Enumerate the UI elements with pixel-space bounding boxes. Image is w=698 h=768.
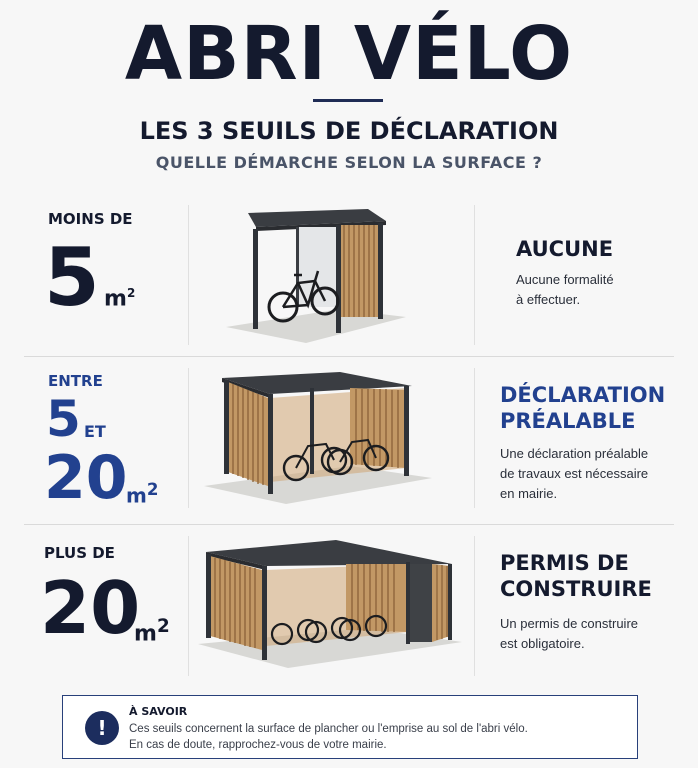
page-tagline: QUELLE DÉMARCHE SELON LA SURFACE ?	[155, 153, 543, 172]
large-bike-shelter-illustration	[196, 536, 468, 676]
result-title: DÉCLARATION PRÉALABLE	[500, 383, 666, 433]
note-title: À SAVOIR	[129, 705, 188, 718]
size-label	[44, 210, 136, 324]
size-number: 5	[44, 231, 100, 324]
result-description: Une déclaration préalable de travaux est nécessaire en mairie.	[500, 446, 649, 501]
medium-bike-shelter-illustration	[200, 368, 460, 508]
size-prefix: ENTRE	[48, 372, 103, 390]
size-prefix: MOINS DE	[48, 210, 133, 228]
size-connector: ET	[84, 422, 106, 441]
size-label	[40, 544, 170, 652]
size-number: 5	[46, 390, 81, 448]
exclamation-icon: !	[85, 711, 119, 745]
size-prefix: PLUS DE	[44, 544, 115, 562]
row-divider	[24, 356, 674, 357]
size-unit: $m^2$	[104, 286, 136, 312]
small-bike-shelter-illustration	[220, 205, 440, 345]
row-divider	[24, 524, 674, 525]
column-divider	[188, 536, 189, 676]
note-text: Ces seuils concernent la surface de plancher ou l'emprise au sol de l'abri vélo. En cas de doute, rapprochez-vous de votre mairie.	[129, 723, 528, 751]
result-description: Un permis de construire est obligatoire.	[500, 616, 638, 651]
page-title: ABRI VÉLO	[124, 11, 574, 97]
info-note	[62, 695, 638, 759]
result-title: PERMIS DE CONSTRUIRE	[500, 551, 652, 601]
column-divider	[188, 205, 189, 345]
result-title: AUCUNE	[516, 237, 614, 261]
size-unit: $m^2$	[126, 480, 159, 508]
column-divider	[474, 205, 475, 345]
size-unit: $m^2$	[134, 616, 170, 647]
column-divider	[474, 536, 475, 676]
column-divider	[474, 368, 475, 508]
title-divider	[313, 99, 383, 102]
column-divider	[188, 368, 189, 508]
size-label	[44, 372, 159, 518]
page-subtitle: LES 3 SEUILS DE DÉCLARATION	[139, 117, 559, 145]
result-description: Aucune formalité à effectuer.	[516, 272, 614, 307]
size-number-2: 20	[44, 443, 128, 513]
size-number: 20	[40, 566, 141, 650]
